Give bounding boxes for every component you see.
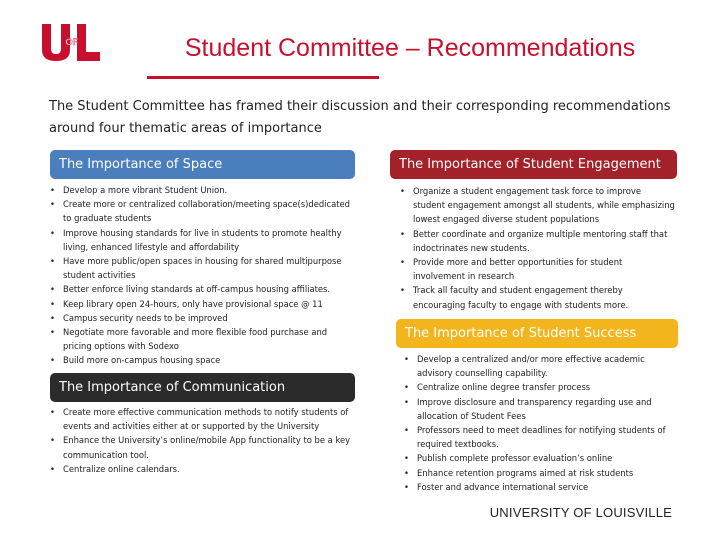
uofl-logo-icon (40, 22, 102, 62)
university-logo (40, 22, 102, 62)
university-footer: UNIVERSITY OF LOUISVILLE (489, 505, 672, 520)
list-item: • Improve housing standards for live in students to promote healthy living, enhanced lifestyle and affordability (49, 226, 351, 254)
success-recommendations-list (403, 352, 679, 494)
list-item: • Publish complete professor evaluation’s online (403, 451, 679, 465)
list-item: • Create more or centralized collaboration/meeting space(s)dedicated to graduate students (49, 197, 351, 225)
list-item: • Centralize online degree transfer process (403, 380, 679, 394)
list-item: • Enhance the University’s online/mobile App functionality to be a key communication tool. (49, 433, 351, 461)
page-title: Student Committee – Recommendations (184, 34, 636, 62)
list-item: • Have more public/open spaces in housing for shared multipurpose student activities (49, 254, 351, 282)
list-item: • Track all faculty and student engagement thereby encouraging faculty to engage with students more. (399, 283, 675, 311)
list-item: • Better enforce living standards at off-campus housing affiliates. (49, 282, 351, 296)
list-item: • Centralize online calendars. (49, 462, 351, 476)
list-item: • Develop a more vibrant Student Union. (49, 183, 351, 197)
list-item: • Develop a centralized and/or more effective academic advisory counselling capability. (403, 352, 679, 380)
communication-section-header: The Importance of Communication (50, 373, 355, 402)
list-item: • Foster and advance international service (403, 480, 679, 494)
list-item: • Enhance retention programs aimed at risk students (403, 466, 679, 480)
list-item: • Build more on-campus housing space (49, 353, 351, 367)
title-underline (147, 76, 379, 79)
communication-recommendations-list (49, 405, 351, 476)
success-section-header: The Importance of Student Success (396, 319, 678, 348)
intro-paragraph: The Student Committee has framed their discussion and their corresponding recommendations around four thematic areas of importance (49, 99, 671, 136)
list-item: • Professors need to meet deadlines for notifying students of required textbooks. (403, 423, 679, 451)
svg-text:OF: OF (65, 37, 78, 47)
list-item: • Provide more and better opportunities for student involvement in research (399, 255, 675, 283)
list-item: • Negotiate more favorable and more flexible food purchase and pricing options with Sodexo (49, 325, 351, 353)
engagement-section-header: The Importance of Student Engagement (390, 150, 677, 179)
engagement-recommendations-list (399, 184, 675, 312)
list-item: • Campus security needs to be improved (49, 311, 351, 325)
list-item: • Better coordinate and organize multiple mentoring staff that indoctrinates new students. (399, 227, 675, 255)
list-item: • Create more effective communication methods to notify students of events and activities either at or supported by the University (49, 405, 351, 433)
space-section-header: The Importance of Space (50, 150, 355, 179)
space-recommendations-list (49, 183, 351, 368)
list-item: • Keep library open 24-hours, only have provisional space @ 11 (49, 297, 351, 311)
list-item: • Organize a student engagement task force to improve student engagement amongst all students, while emphasizing lowest engaged diverse student populations (399, 184, 675, 227)
list-item: • Improve disclosure and transparency regarding use and allocation of Student Fees (403, 395, 679, 423)
